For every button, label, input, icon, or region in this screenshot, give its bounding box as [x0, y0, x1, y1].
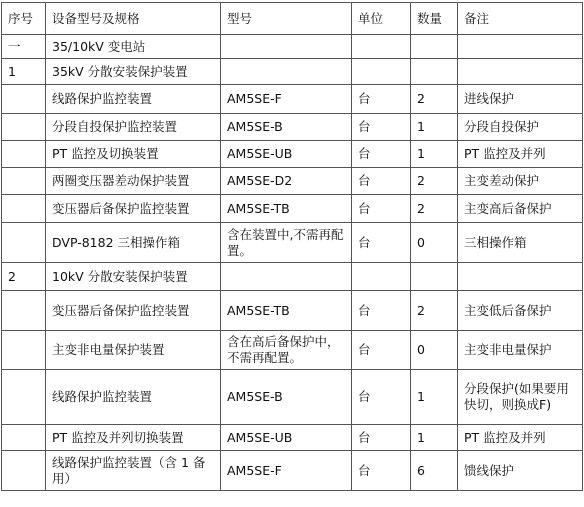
cell-model: 含在高后备保护中，不需再配置。 [221, 331, 352, 370]
cell-name: 35kV 分散安装保护装置 [46, 59, 221, 85]
table-row [2, 141, 583, 168]
table-row [2, 263, 583, 291]
cell-model: AM5SE-UB [221, 425, 352, 451]
cell-name: PT 监控及切换装置 [46, 141, 221, 168]
table-row [2, 35, 583, 59]
cell-no [2, 370, 46, 425]
cell-note: 分段保护(如果要用快切，则换成F) [458, 370, 583, 425]
cell-no [2, 141, 46, 168]
cell-qty: 6 [411, 451, 458, 491]
cell-note [458, 59, 583, 85]
header-model: 型号 [221, 3, 352, 35]
cell-no [2, 291, 46, 331]
cell-qty: 2 [411, 85, 458, 114]
header-note: 备注 [458, 3, 583, 35]
cell-qty [411, 263, 458, 291]
header-no: 序号 [2, 3, 46, 35]
header-row [2, 3, 583, 35]
cell-note: 主变非电量保护 [458, 331, 583, 370]
cell-name: 线路保护监控装置 [46, 370, 221, 425]
cell-no [2, 168, 46, 195]
cell-unit: 台 [352, 425, 411, 451]
cell-unit: 台 [352, 451, 411, 491]
cell-note [458, 35, 583, 59]
cell-model: AM5SE-TB [221, 195, 352, 223]
cell-name: 10kV 分散安装保护装置 [46, 263, 221, 291]
cell-unit: 台 [352, 85, 411, 114]
cell-model [221, 59, 352, 85]
table-row [2, 59, 583, 85]
cell-note: 进线保护 [458, 85, 583, 114]
header-name: 设备型号及规格 [46, 3, 221, 35]
cell-note: 主变差动保护 [458, 168, 583, 195]
cell-model: AM5SE-F [221, 85, 352, 114]
cell-model: AM5SE-F [221, 451, 352, 491]
cell-qty [411, 59, 458, 85]
table-row [2, 425, 583, 451]
cell-no: 一 [2, 35, 46, 59]
header-unit: 单位 [352, 3, 411, 35]
cell-unit: 台 [352, 291, 411, 331]
cell-no [2, 195, 46, 223]
cell-qty: 0 [411, 331, 458, 370]
cell-qty: 1 [411, 114, 458, 141]
table-row [2, 451, 583, 491]
cell-unit [352, 59, 411, 85]
cell-name: 变压器后备保护监控装置 [46, 195, 221, 223]
cell-qty: 2 [411, 168, 458, 195]
cell-note: PT 监控及并列 [458, 425, 583, 451]
cell-unit: 台 [352, 370, 411, 425]
cell-qty: 1 [411, 141, 458, 168]
cell-qty: 2 [411, 291, 458, 331]
table-row [2, 223, 583, 263]
cell-qty: 1 [411, 425, 458, 451]
cell-no [2, 85, 46, 114]
cell-note: PT 监控及并列 [458, 141, 583, 168]
cell-model [221, 35, 352, 59]
cell-qty: 1 [411, 370, 458, 425]
cell-no: 2 [2, 263, 46, 291]
cell-no [2, 425, 46, 451]
table-row [2, 331, 583, 370]
cell-no [2, 114, 46, 141]
cell-no [2, 331, 46, 370]
cell-unit [352, 35, 411, 59]
cell-model: AM5SE-TB [221, 291, 352, 331]
cell-name: 35/10kV 变电站 [46, 35, 221, 59]
cell-name: 线路保护监控装置（含 1 备用） [46, 451, 221, 491]
cell-note: 主变低后备保护 [458, 291, 583, 331]
cell-note: 主变高后备保护 [458, 195, 583, 223]
cell-model: AM5SE-UB [221, 141, 352, 168]
table-row [2, 168, 583, 195]
cell-unit: 台 [352, 331, 411, 370]
cell-qty: 2 [411, 195, 458, 223]
cell-model: AM5SE-D2 [221, 168, 352, 195]
table-row [2, 195, 583, 223]
cell-name: DVP-8182 三相操作箱 [46, 223, 221, 263]
cell-unit: 台 [352, 114, 411, 141]
cell-qty [411, 35, 458, 59]
table-row [2, 85, 583, 114]
cell-name: 主变非电量保护装置 [46, 331, 221, 370]
cell-unit: 台 [352, 223, 411, 263]
cell-no [2, 223, 46, 263]
header-qty: 数量 [411, 3, 458, 35]
cell-name: 分段自投保护监控装置 [46, 114, 221, 141]
cell-no: 1 [2, 59, 46, 85]
table-row [2, 370, 583, 425]
cell-name: PT 监控及并列切换装置 [46, 425, 221, 451]
cell-note: 馈线保护 [458, 451, 583, 491]
cell-model: 含在装置中,不需再配置。 [221, 223, 352, 263]
cell-unit: 台 [352, 195, 411, 223]
cell-unit: 台 [352, 141, 411, 168]
cell-note [458, 263, 583, 291]
cell-name: 变压器后备保护监控装置 [46, 291, 221, 331]
cell-note: 分段自投保护 [458, 114, 583, 141]
cell-name: 两圈变压器差动保护装置 [46, 168, 221, 195]
cell-model: AM5SE-B [221, 370, 352, 425]
table-row [2, 114, 583, 141]
cell-qty: 0 [411, 223, 458, 263]
cell-note: 三相操作箱 [458, 223, 583, 263]
table-row [2, 291, 583, 331]
cell-unit [352, 263, 411, 291]
cell-model [221, 263, 352, 291]
cell-no [2, 451, 46, 491]
cell-model: AM5SE-B [221, 114, 352, 141]
equipment-table [1, 2, 583, 491]
cell-unit: 台 [352, 168, 411, 195]
cell-name: 线路保护监控装置 [46, 85, 221, 114]
